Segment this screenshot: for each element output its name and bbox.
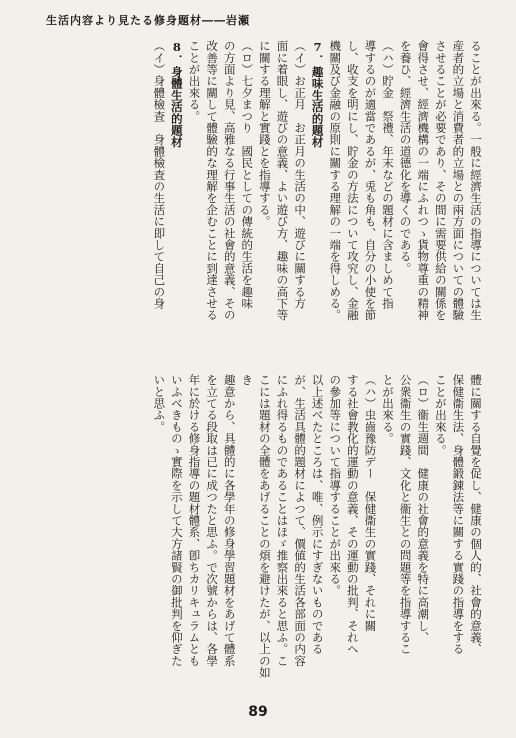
text-line: （ロ）衞生週間 健康の社會的意義を特に高潮し、	[416, 374, 431, 644]
text-line: 面に着眼し、遊びの意義、よい遊び方、趣味の高下等	[275, 40, 290, 321]
running-head: 生活内容より見たる修身題材――岩瀬	[46, 14, 250, 27]
text-line: させることが必要であり、その間に需要供給の關係を	[433, 40, 448, 321]
text-line: 産者的立場と消費者的立場との兩方面についての體驗	[451, 40, 466, 321]
text-line: の方面より見、高雅なる行事生活の社會的意義、その	[222, 40, 237, 321]
text-line: にふれ得るものであることはほゞ推察出來ると思ふ。こ	[275, 374, 290, 667]
text-line: （ロ）七夕まつり 國民としての傳統的生活を趣味	[240, 40, 255, 310]
text-line: 保健衞生法、身體鍛錬法等に關する實踐の指導をする	[451, 374, 466, 655]
text-line: （ハ）虫齒豫防デー 保健衞生の實踐、それに關	[363, 374, 378, 632]
text-line: が、生活具體的題材によつて、價値的生活各部面の内容	[293, 374, 308, 667]
text-line: を養ひ、經濟生活の道德化を導くのである。	[398, 40, 413, 274]
upper-text-block	[29, 40, 484, 344]
text-line: （イ）身體檢査 身體檢査の生活に即して自己の身	[152, 40, 167, 310]
text-line: を立てる段取は已に成つたと思ふ。で次號からは、各學	[205, 374, 220, 667]
lower-text-block	[29, 374, 484, 679]
text-line: 趣意から、具體的に各學年の修身學習題材をあげて體系	[222, 374, 237, 667]
text-line: こには題材の全體をあげることの煩を避けたが、以上の如き	[240, 374, 272, 679]
text-line: 公衆衞生の實踐、文化と衞生との問題等を指導するこ	[398, 374, 413, 655]
text-line: する社會教化的運動の意義、その運動の批判、それへ	[345, 374, 360, 655]
section-heading: 7．趣味生活的題材	[310, 40, 325, 148]
text-line: いふべきものゝ實際を示して大方諸賢の御批判を仰ぎた	[169, 374, 184, 667]
text-line: 改善等に關して體驗的な理解を企むことに到達させる	[205, 40, 220, 321]
text-line: の參加等について指導することが出來る。	[328, 374, 343, 597]
text-line: いと思ふ。	[152, 374, 167, 433]
text-line: （ハ）貯金 祭禮、年末などの題材に含ましめて指	[381, 40, 396, 310]
text-line: ことが出來る。	[433, 374, 448, 456]
text-line: 導するのが適當であるが、兎も角も、自分の小使を節	[363, 40, 378, 321]
text-line: 年に於ける修身指導の題材體系、卽ちカリキュラムとも	[187, 374, 202, 667]
text-line: とが出來る。	[381, 374, 396, 445]
text-line: し、收支を明にし、貯金の方法について攻究し、金融	[345, 40, 360, 321]
text-line: ことが出來る。	[187, 40, 202, 122]
text-line: 會得させ、經濟機構の一端にふれつゝ貨物尊重の精神	[416, 40, 431, 321]
text-line: 以上述べたところは、唯、例示にすぎないものである	[310, 374, 325, 655]
text-line: 體に關する自覺を促し、健康の個人的、社會的意義、	[469, 374, 483, 655]
text-line: ることが出來る。一般に經濟生活の指導については生	[469, 40, 483, 321]
section-heading: 8．身體生活的題材	[169, 40, 184, 148]
text-line: （イ）お正月 お正月の生活の中、遊びに關する方	[293, 40, 308, 310]
page-number: 89	[248, 704, 268, 720]
text-line: 機關及び金融の原則に關する理解の一端を得しめる。	[328, 40, 343, 321]
text-line: に關する理解と實踐とを指導する。	[257, 40, 272, 228]
